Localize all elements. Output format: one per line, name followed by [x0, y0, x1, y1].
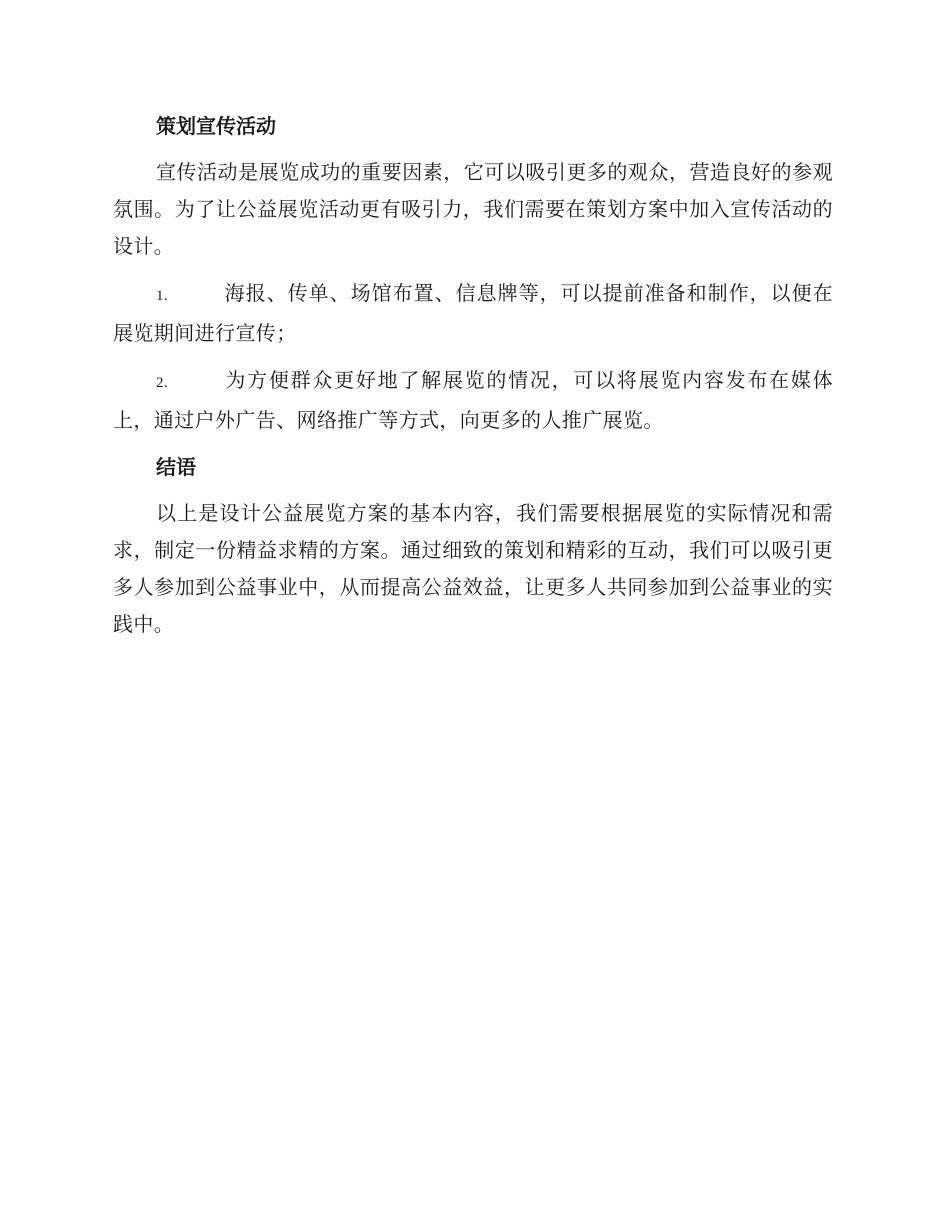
list-item-1 — [113, 275, 833, 352]
list-number: 1. — [156, 288, 169, 304]
section-heading-conclusion: 结语 — [156, 455, 196, 479]
section-heading-publicity: 策划宣传活动 — [156, 114, 276, 138]
document-page — [113, 108, 833, 653]
list-item-2 — [113, 362, 833, 439]
list-item-text: 海报、传单、场馆布置、信息牌等，可以提前准备和制作，以便在展览期间进行宣传； — [113, 281, 833, 345]
publicity-paragraph: 宣传活动是展览成功的重要因素，它可以吸引更多的观众，营造良好的参观氛围。为了让公益展览活动更有吸引力，我们需要在策划方案中加入宣传活动的设计。 — [113, 160, 833, 258]
list-number: 2. — [156, 375, 169, 391]
list-item-text: 为方便群众更好地了解展览的情况，可以将展览内容发布在媒体上，通过户外广告、网络推广等方式，向更多的人推广展览。 — [113, 368, 833, 432]
conclusion-paragraph: 以上是设计公益展览方案的基本内容，我们需要根据展览的实际情况和需求，制定一份精益求精的方案。通过细致的策划和精彩的互动，我们可以吸引更多人参加到公益事业中，从而提高公益效益，让更多人共同参加到公益事业的实践中。 — [113, 501, 833, 636]
